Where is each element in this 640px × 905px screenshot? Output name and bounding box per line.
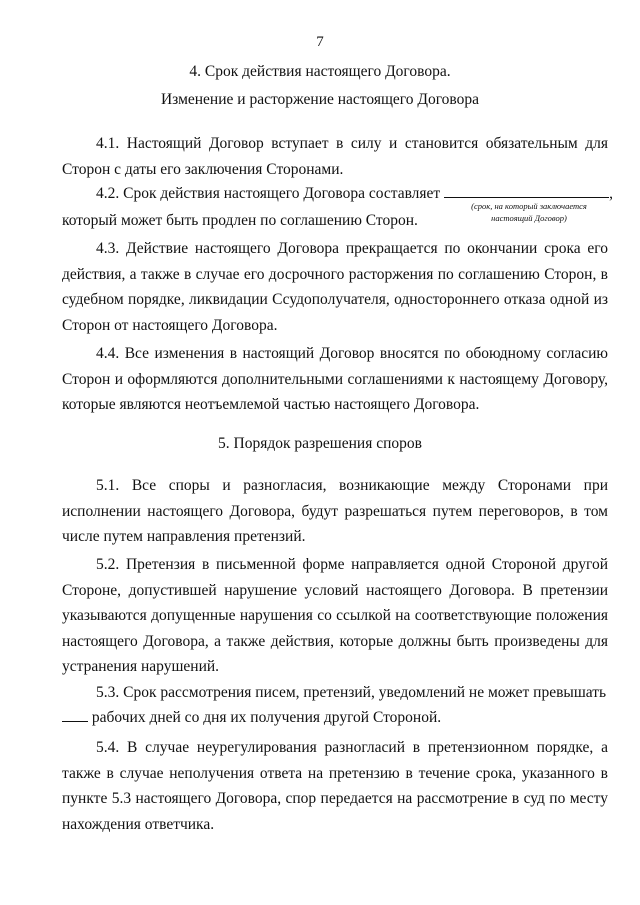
page-number: 7 (316, 34, 324, 50)
term-field-note: (срок, на который заключается настоящий Договор) (471, 201, 587, 223)
term-blank-field (444, 197, 609, 198)
section-5-title: 5. Порядок разрешения споров (218, 435, 422, 452)
clause-5-3-line1: 5.3. Срок рассмотрения писем, претензий, уведомлений не может превышать (96, 684, 607, 701)
clause-4-3: 4.3. Действие настоящего Договора прекращается по окончании срока его действия, а также в случае его досрочного расторжения по соглашению Сторон, в судебном порядке, ликвидации Ссудополучателя, одностороннего отказа одной из Сторон от настоящего Договора. (62, 240, 608, 334)
clause-4-1: 4.1. Настоящий Договор вступает в силу и становится обязательным для Сторон с даты его заключения Сторонами. (62, 135, 608, 178)
clause-4-2-line2: который может быть продлен по соглашению Сторон. (62, 212, 418, 229)
clause-5-4: 5.4. В случае неурегулирования разногласий в претензионном порядке, а также в случае неполучения ответа на претензию в течение срока, указанного в пункте 5.3 настоящего Договора, спор передается на рассмотрение в суд по месту нахождения ответчика. (62, 739, 608, 833)
days-blank-field (62, 721, 88, 722)
section-4-title-line1: 4. Срок действия настоящего Договора. (189, 63, 451, 80)
clause-5-3-line2: рабочих дней со дня их получения другой Стороной. (62, 709, 608, 727)
clause-5-2: 5.2. Претензия в письменной форме направляется одной Стороной другой Стороне, допустившей нарушение условий настоящего Договора. В претензии указываются допущенные нарушения со ссылкой на соответствующие положения настоящего Договора, а также действия, которые должны быть произведены для устранения нарушений. (62, 556, 608, 675)
section-4-title-line2: Изменение и расторжение настоящего Договора (160, 91, 480, 108)
clause-5-1: 5.1. Все споры и разногласия, возникающие между Сторонами при исполнении настоящего Договора, будут разрешаться путем переговоров, в том числе путем направления претензий. (62, 477, 608, 545)
clause-4-4: 4.4. Все изменения в настоящий Договор вносятся по обоюдному согласию Сторон и оформляются дополнительными соглашениями к настоящему Договору, которые являются неотъемлемой частью настоящего Договора. (62, 345, 608, 413)
clause-4-2-line1: 4.2. Срок действия настоящего Договора составляет , (96, 185, 613, 202)
